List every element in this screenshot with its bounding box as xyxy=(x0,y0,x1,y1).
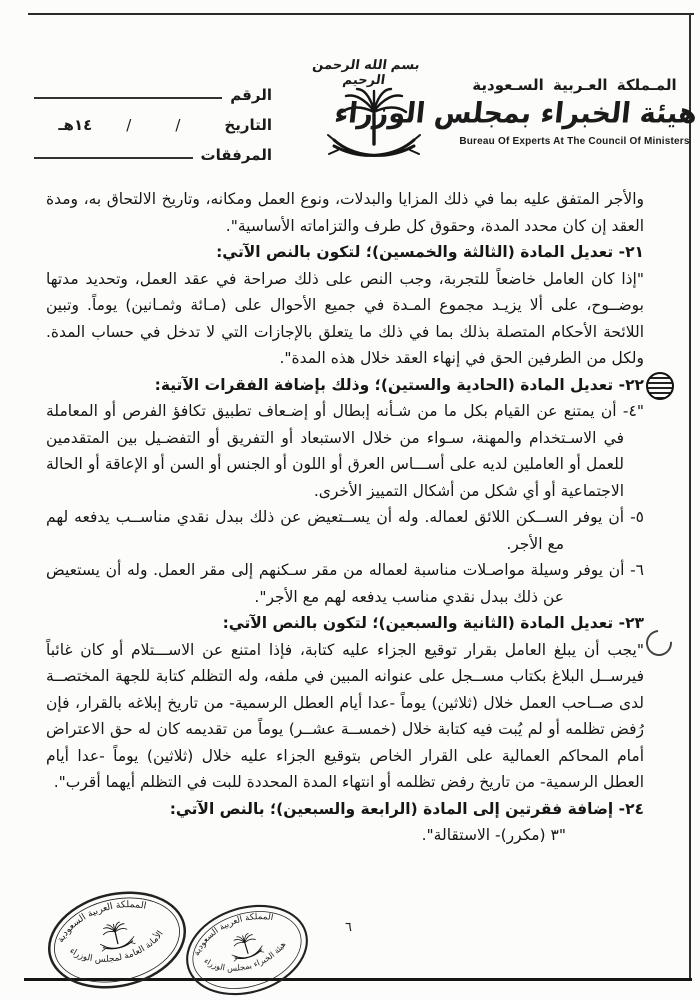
page-number: ٦ xyxy=(345,920,352,935)
svg-text:المملكة العربية السعودية xyxy=(49,893,152,946)
number-blank-line xyxy=(34,97,222,99)
article-22-heading: ٢٢- تعديل المادة (الحادية والستين)؛ وذلك بإضافة الفقرات الآتية: xyxy=(154,375,644,394)
number-field-row xyxy=(32,80,272,110)
header-form-fields xyxy=(32,80,272,170)
date-value xyxy=(32,116,224,134)
attachments-label: المرفقات xyxy=(200,146,272,164)
stamp1-bottom-text: الأمانة العامة لمجلس الوزراء xyxy=(67,929,166,966)
article-24-heading: ٢٤- إضافة فقرتين إلى المادة (الرابعة والسبعين)؛ بالنص الآتي: xyxy=(169,799,644,818)
page-right-border xyxy=(689,13,691,980)
article-21-heading: ٢١- تعديل المادة (الثالثة والخمسين)؛ لتكون بالنص الآتي: xyxy=(216,243,644,261)
stamp1-top-text: المملكة العربية السعودية xyxy=(55,899,148,945)
org-calligraphy: هيئة الخبراء بمجلس الوزراء xyxy=(332,97,699,130)
ring-mark-icon xyxy=(641,625,678,662)
attachments-field-row xyxy=(32,140,272,170)
attachments-blank-line xyxy=(34,157,193,159)
document-body xyxy=(46,186,644,849)
bismillah-calligraphy: بسم الله الرحمن الرحيم xyxy=(311,58,421,88)
bureau-oval-stamp-icon xyxy=(168,883,325,1000)
number-label: الرقم xyxy=(230,86,272,104)
article-22-clause-5: ٥- أن يوفر الســكن اللائق لعماله. وله أن يســتعيض عن ذلك ببدل نقدي مناســب يدفعه لهم مع الأجر. xyxy=(46,508,644,553)
stamp2-top-text: المملكة العربية السعودية xyxy=(191,912,274,958)
date-hijri-year: ١٤هـ xyxy=(58,116,93,134)
org-name-english: Bureau Of Experts At The Council Of Ministers xyxy=(459,136,690,147)
stamp2-bottom-text: هيئة الخبراء بمجلس الوزراء xyxy=(202,939,288,973)
paragraph: والأجر المتفق عليه بما في ذلك المزايا والبدلات، ونوع العمل ومكانه، وتاريخ الالتحاق به، ومدة العقد إن كان محدد المدة، وحقوق كل طرف والتزاماته الأساسية". xyxy=(46,190,644,235)
page-top-border xyxy=(28,13,694,15)
date-label: التاريخ xyxy=(224,116,272,134)
article-24-line: "٣ (مكرر)- الاستقالة". xyxy=(421,826,566,844)
kingdom-title: المـملكة العـربية السـعودية xyxy=(472,76,677,94)
small-seal-mark-icon xyxy=(646,372,674,400)
article-21-quote: "إذا كان العامل خاضعاً للتجربة، وجب النص على ذلك صراحة في عقد العمل، وتحديد مدتها بوضــوح، على ألا يزيـد مجموع المـدة في جميع الأحوال على (مـائة وثمـانين) يوماً. وتبين اللائحة الأحكام المتصلة بذلك بما في ذلك ما يتعلق بالإجازات التي لا تدخل في حساب المدة. ولكل من الطرفين الحق في إنهاء العقد خلال هذه المدة". xyxy=(46,269,644,367)
article-23-quote: "يجب أن يبلغ العامل بقرار توقيع الجزاء عليه كتابة، فإذا امتنع عن الاســـتلام أو كان غائباً فيرســل البلاغ بكتاب مســجل على عنوانه المبين في ملفه، وله التظلم كتابة للجهة المختصــة لدى صــاحب العمل خلال (ثلاثين) يوماً -عدا أيام العطل الرسمية- من تاريخ إبلاغه بالقرار، فإن رُفض تظلمه أو لم يُبت فيه كتابة خلال (خمســة عشــر) يوماً من تقديمه كان له حق الاعتراض أمام المحاكم العمالية على القرار الخاص بتوقيع الجزاء عليه خلال (ثلاثين) يوماً -عدا أيام العطل الرسمية- من تاريخ رفض تظلمه أو انتهاء المدة المحددة للبت في التظلم أيهما أقرب". xyxy=(46,640,644,791)
org-header xyxy=(332,76,699,147)
article-23-heading: ٢٣- تعديل المادة (الثانية والسبعين)؛ لتكون بالنص الآتي: xyxy=(222,614,644,632)
article-22-clause-4: "٤- أن يمتنع عن القيام بكل ما من شـأنه إبطال أو إضـعاف تطبيق تكافؤ الفرص أو المعاملة في الاسـتخدام والمهنة، سـواء من خلال الاستبعاد أو التفريق أو التفضـيل بين المتقدمين للعمل أو العاملين لديه على أســـاس العرق أو اللون أو الجنس أو السن أو الإعاقة أو الحالة الاجتماعية أو أي شكل من أشكال التمييز الأخرى. xyxy=(46,402,644,500)
date-slash-1: / xyxy=(175,116,181,134)
svg-text:الأمانة العامة لمجلس الوزراء xyxy=(66,925,170,974)
date-slash-2: / xyxy=(126,116,132,134)
date-field-row xyxy=(32,110,272,140)
article-22-clause-6: ٦- أن يوفر وسيلة مواصـلات مناسبة لعماله من مقر سـكنهم إلى مقر العمل. وله أن يستعيض عن ذلك ببدل نقدي مناسب يدفعه لهم مع الأجر". xyxy=(46,561,644,606)
